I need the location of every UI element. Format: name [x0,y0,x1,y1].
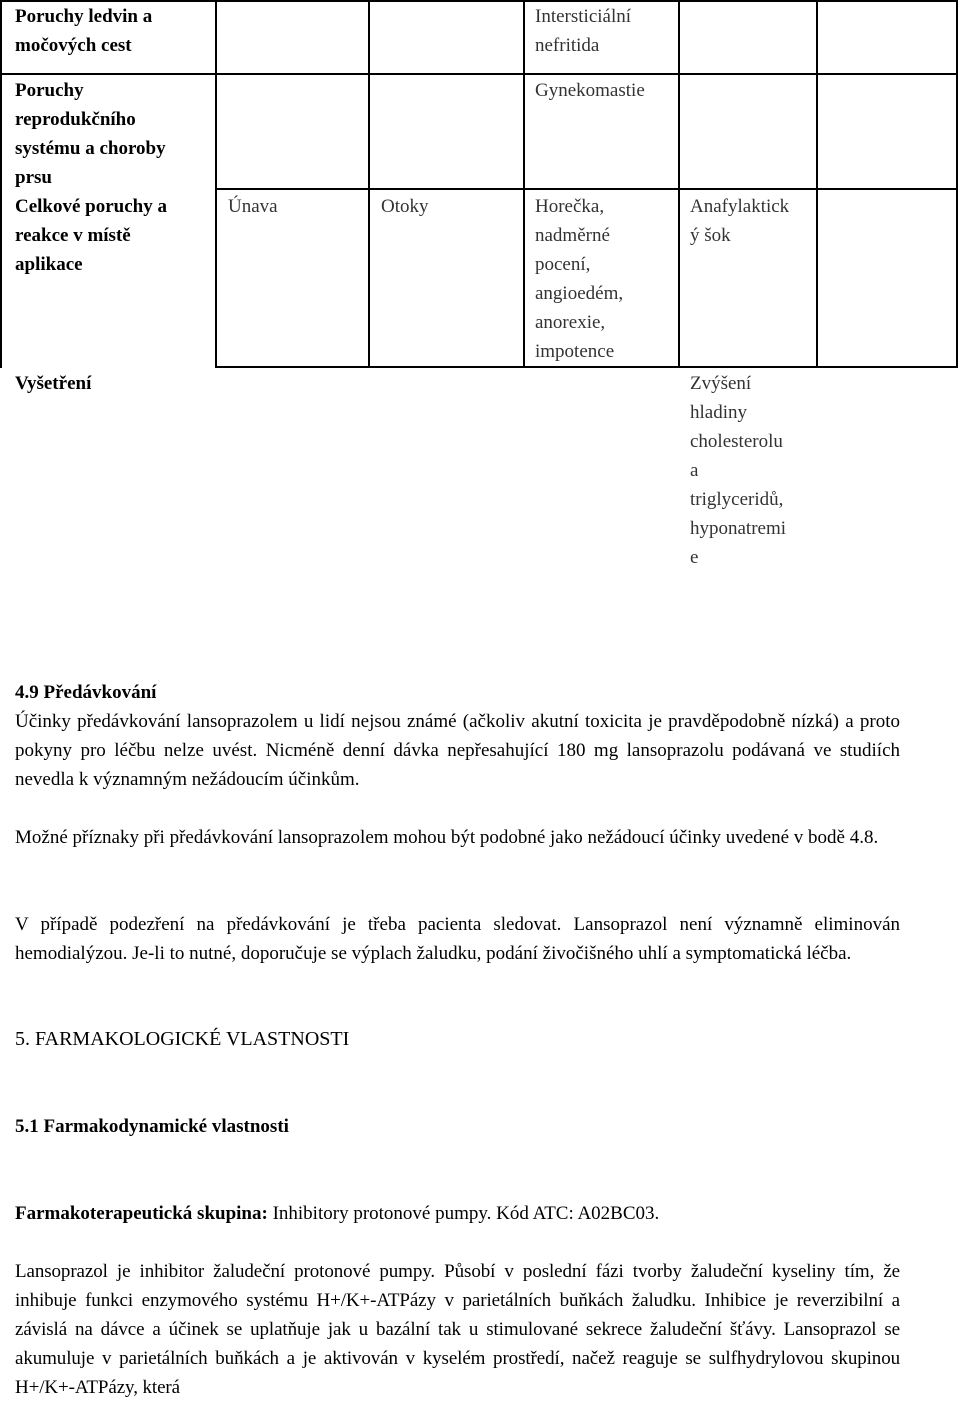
table-rule [215,188,958,190]
table-cell: Horečka, nadměrné pocení, angioedém, anorexie, impotence [535,196,624,362]
paragraph: V případě podezření na předávkování je třeba pacienta sledovat. Lansoprazol není významně eliminován hemodialýzou. Je-li to nutné, doporučuje se výplach žaludku, podání živočišného uhlí a symptomatická léčba. [15,914,900,964]
adverse-effects-table [0,0,960,600]
table-category-cell: Poruchy ledvin a močových cest [15,6,153,56]
table-cell: Intersticiální nefritida [535,6,632,56]
paragraph: Účinky předávkování lansoprazolem u lidí nejsou známé (ačkoliv akutní toxicita je pravděpodobně nízká) a proto pokyny pro léčbu nelze uvést. Nicméně denní dávka nepřesahující 180 mg lansoprazolu podávaná ve studiích nevedla k významným nežádoucím účinkům. [15,711,900,790]
table-cell: Zvýšení hladiny cholesterolu a triglyceridů, hyponatremi e [690,373,787,568]
paragraph: Možné příznaky při předávkování lansoprazolem mohou být podobné jako nežádoucí účinky uvedené v bodě 4.8. [15,827,879,848]
table-rule [816,0,818,368]
table-rule [0,0,2,368]
table-rule [368,0,370,368]
table-rule [215,366,958,368]
table-cell: Anafylaktick ý šok [690,196,790,246]
group-label: Farmakoterapeutická skupina: [15,1203,268,1224]
table-rule [678,0,680,368]
section-heading-4-9: 4.9 Předávkování [15,682,157,703]
table-category-cell: Vyšetření [15,373,92,394]
table-category-cell: Poruchy reprodukčního systému a choroby prsu [15,80,166,188]
table-rule [523,0,525,368]
table-category-cell: Celkové poruchy a reakce v místě aplikace [15,196,167,275]
table-rule [215,0,217,368]
section-heading-5: 5. FARMAKOLOGICKÉ VLASTNOSTI [15,1028,350,1050]
table-cell: Únava [228,196,278,217]
paragraph: Lansoprazol je inhibitor žaludeční protonové pumpy. Působí v poslední fázi tvorby žaludeční kyseliny tím, že inhibuje funkci enzymového systému H+/K+-ATPázy v parietálních buňkách žaludku. Inhibice je reverzibilní a závislá na dávce a účinek se uplatňuje jak u bazální tak u stimulované sekrece žaludeční šťávy. Lansoprazol se akumuluje v parietálních buňkách a je aktivován v kyselém prostředí, načež reaguje se sulfhydrylovou skupinou H+/K+-ATPázy, která [15,1261,900,1398]
table-cell: Otoky [381,196,429,217]
pharmacotherapeutic-group [15,1199,900,1228]
group-value: Inhibitory protonové pumpy. Kód ATC: A02BC03. [267,1203,660,1224]
table-cell: Gynekomastie [535,80,645,101]
table-rule [956,0,958,368]
section-heading-5-1: 5.1 Farmakodynamické vlastnosti [15,1116,289,1137]
table-rule [0,73,958,75]
